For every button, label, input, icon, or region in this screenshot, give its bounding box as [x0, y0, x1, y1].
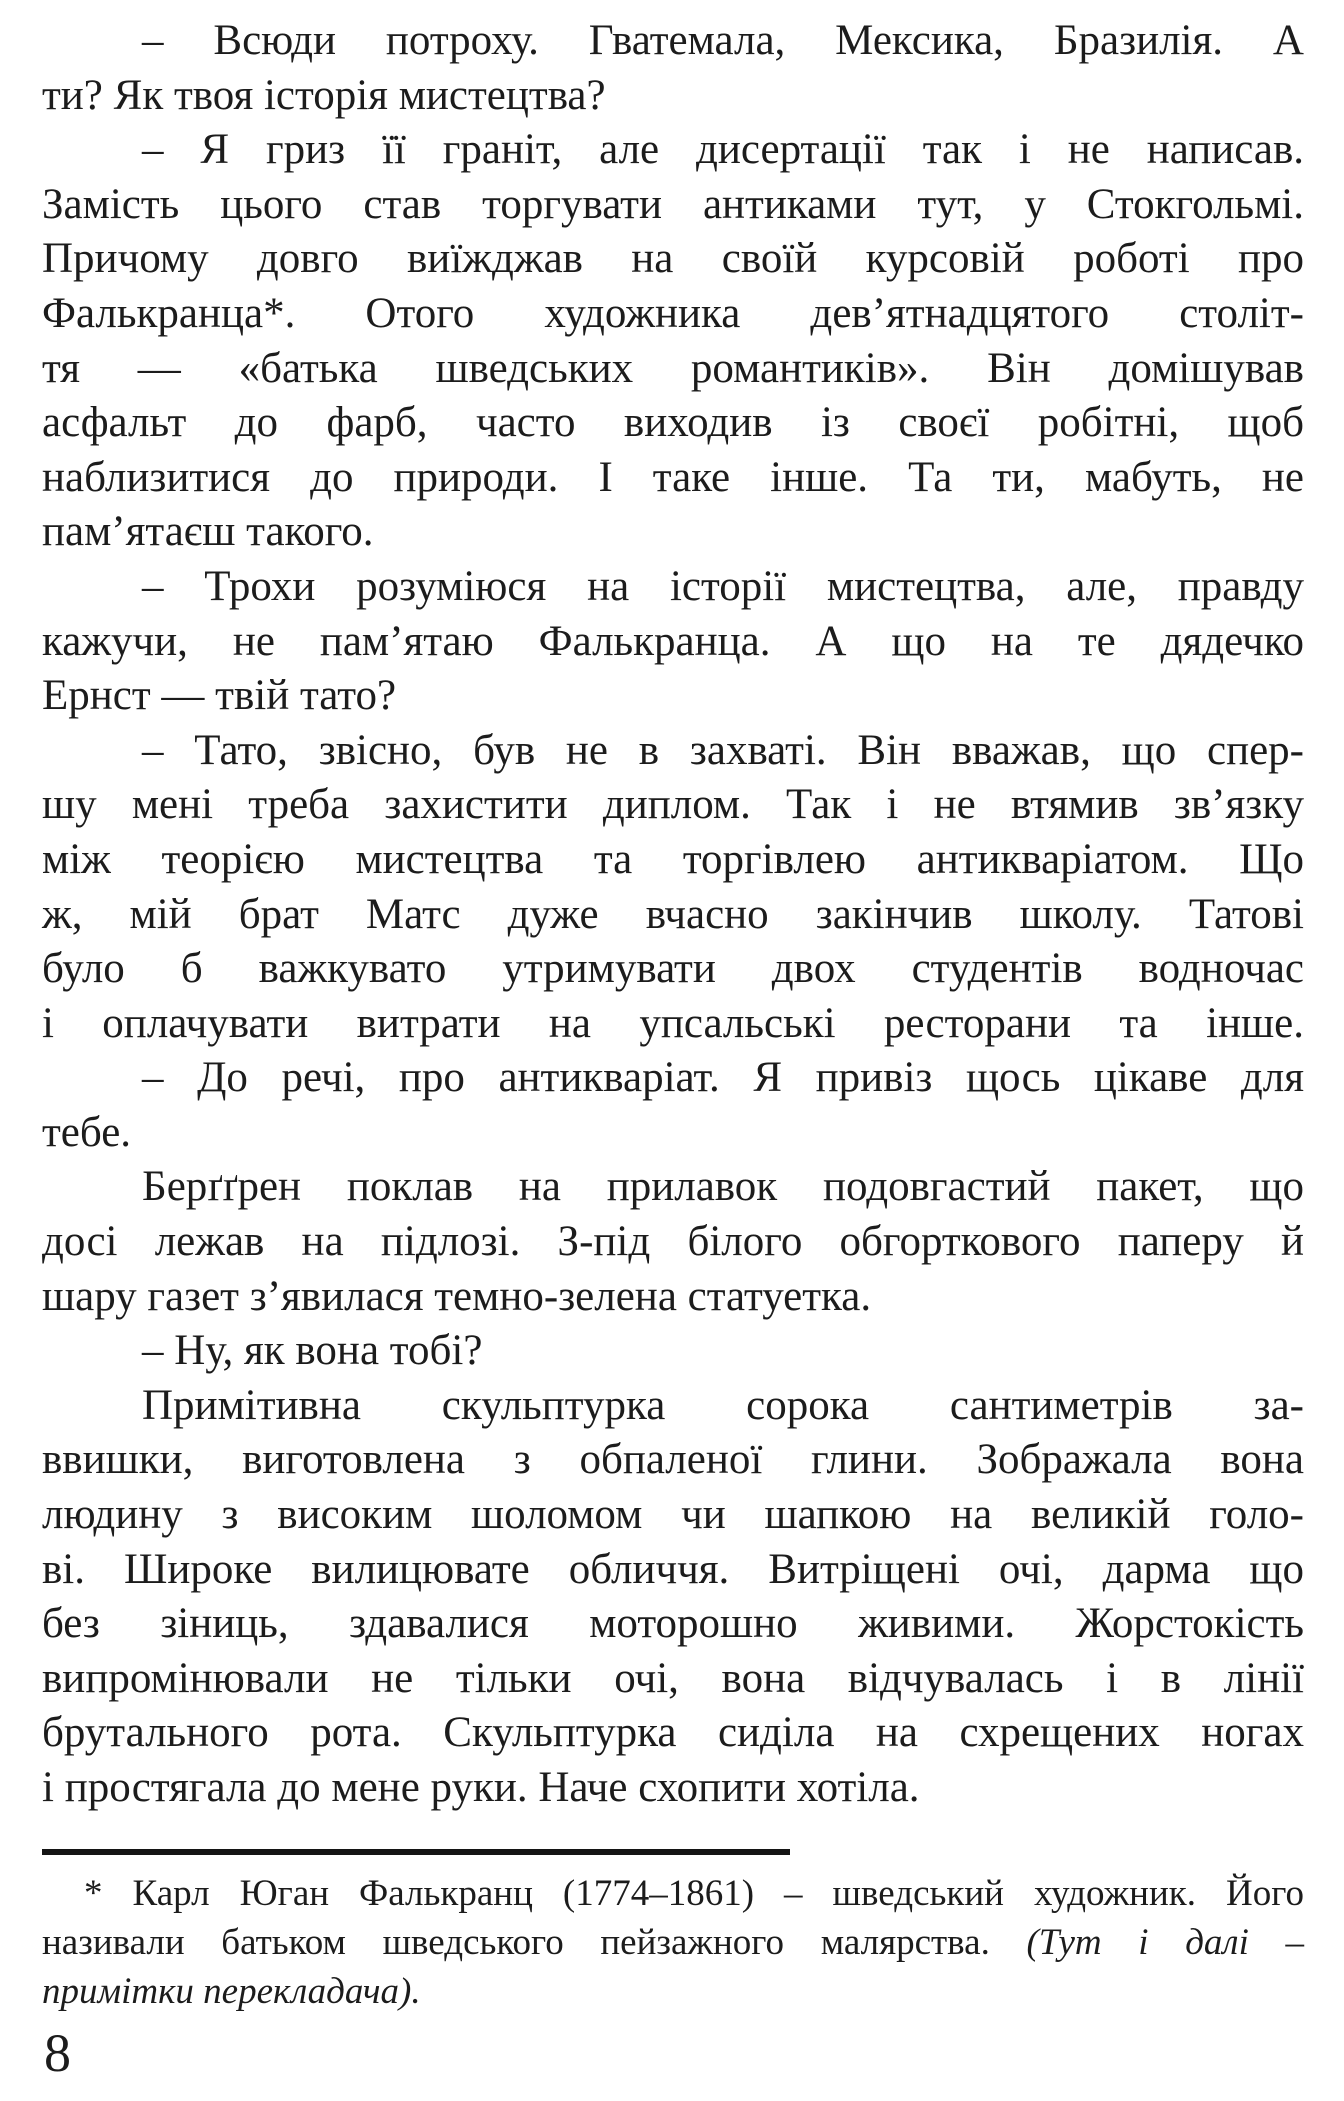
- footnote-text: називали батьком шведського пейзажного малярства.: [42, 1922, 1027, 1963]
- text-line: ж, мій брат Матс дуже вчасно закінчив школу. Татові: [42, 890, 1304, 938]
- text-line: Примітивна скульптурка сорока сантиметрів за-: [142, 1381, 1304, 1429]
- text-line: – Тато, звісно, був не в захваті. Він вважав, що спер-: [142, 726, 1304, 774]
- footnote-italic-text: примітки перекладача).: [42, 1971, 421, 2012]
- text-line: пам’ятаєш такого.: [42, 508, 374, 556]
- footnote-italic-text: (Тут і далі –: [1026, 1922, 1304, 1963]
- text-line: – Всюди потроху. Гватемала, Мексика, Бразилія. А: [142, 17, 1304, 64]
- text-line: без зіниць, здавалися моторошно живими. Жорстокість: [42, 1600, 1304, 1648]
- text-line: – Трохи розуміюся на історії мистецтва, але, правду: [142, 562, 1304, 610]
- footnote-lines: [42, 1869, 1304, 2016]
- text-line: – Ну, як вона тобі?: [142, 1327, 483, 1375]
- text-line: шу мені треба захистити диплом. Так і не втямив зв’язку: [42, 781, 1304, 829]
- text-line: брутального рота. Скульптурка сиділа на схрещених ногах: [42, 1709, 1304, 1757]
- text-line: кажучи, не пам’ятаю Фалькранца. А що на те дядечко: [42, 617, 1304, 665]
- text-line: випромінювали не тільки очі, вона відчувалась і в лінії: [42, 1654, 1304, 1702]
- text-line: людину з високим шоломом чи шапкою на великій голо-: [42, 1491, 1304, 1539]
- page-number: 8: [44, 2023, 71, 2083]
- footnote: [42, 1849, 1304, 2016]
- footnote-line: [42, 1918, 1304, 1967]
- footnote-divider: [42, 1849, 790, 1855]
- footnote-line: [42, 1967, 1304, 2016]
- text-line: тебе.: [42, 1108, 132, 1156]
- text-line: і простягала до мене руки. Наче схопити хотіла.: [42, 1764, 920, 1811]
- text-line: Берґґрен поклав на прилавок подовгастий пакет, що: [142, 1163, 1304, 1211]
- text-line: Фалькранца*. Отого художника дев’ятнадцятого століт-: [42, 289, 1304, 337]
- text-line: – До речі, про антикваріат. Я привіз щось цікаве для: [142, 1054, 1304, 1102]
- footnote-line: [42, 1869, 1304, 1918]
- text-line: ві. Широке вилицювате обличчя. Витріщені очі, дарма що: [42, 1545, 1304, 1593]
- text-line: було б важкувато утримувати двох студентів водночас: [42, 945, 1304, 993]
- text-line: наблизитися до природи. І таке інше. Та ти, мабуть, не: [42, 453, 1304, 501]
- text-line: ти? Як твоя історія мистецтва?: [42, 71, 606, 119]
- footnote-text: * Карл Юган Фалькранц (1774–1861) – шведський художник. Його: [84, 1873, 1304, 1914]
- text-line: шару газет з’явилася темно-зелена статуетка.: [42, 1272, 872, 1320]
- text-line: і оплачувати витрати на упсальські ресторани та інше.: [42, 999, 1304, 1047]
- text-line: – Я гриз її граніт, але дисертації так і не написав.: [142, 126, 1304, 174]
- text-line: тя — «батька шведських романтиків». Він домішував: [42, 344, 1304, 392]
- text-line: ввишки, виготовлена з обпаленої глини. Зображала вона: [42, 1436, 1304, 1484]
- text-line: Замість цього став торгувати антиками тут, у Стокгольмі.: [42, 180, 1304, 228]
- text-line: Ернст — твій тато?: [42, 672, 397, 720]
- text-line: Причому довго виїжджав на своїй курсовій роботі про: [42, 235, 1304, 283]
- text-line: асфальт до фарб, часто виходив із своєї робітні, щоб: [42, 399, 1304, 447]
- text-line: між теорією мистецтва та торгівлею антикваріатом. Що: [42, 835, 1304, 883]
- body-text: [42, 14, 1304, 1816]
- text-line: досі лежав на підлозі. З-під білого обгорткового паперу й: [42, 1218, 1304, 1266]
